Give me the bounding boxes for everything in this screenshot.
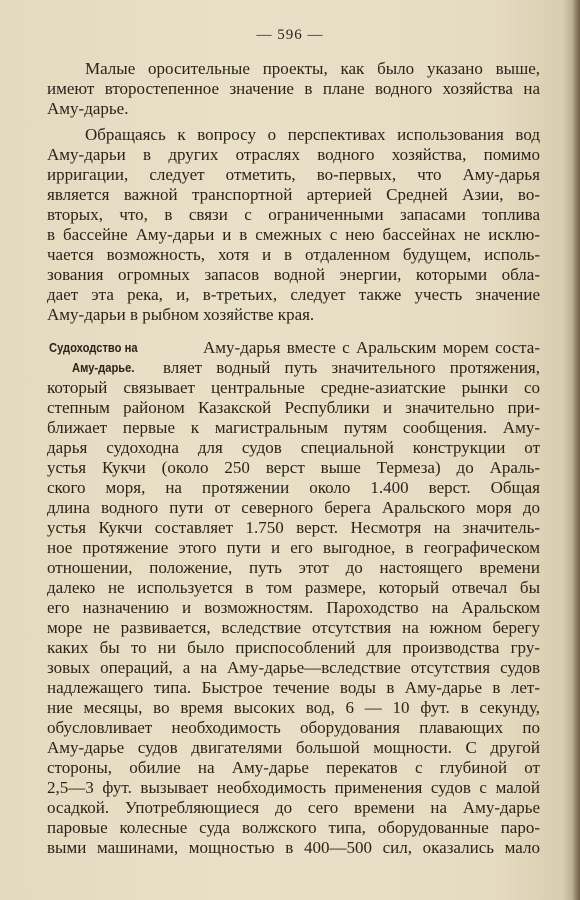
text-line: стороны, обилие на Аму-дарье перекатов с глубиной от xyxy=(47,758,540,777)
text-line: Аму-дарье судов двигателями большой мощности. С другой xyxy=(47,738,540,757)
text-line: море не развивается, вследствие отсутствия на южном берегу xyxy=(47,618,540,637)
text-line: длина водного пути от северного берега Аральского моря до xyxy=(47,498,540,517)
text-line: ближает первые к магистральным путям сообщения. Аму- xyxy=(47,418,540,437)
text-line: 2,5—3 фут. вызывает необходимость применения судов с малой xyxy=(47,778,540,797)
text-line: дарья судоходна для судов специальной конструкции от xyxy=(47,438,540,457)
text-line: его назначению и возможностям. Пароходство на Аральском xyxy=(47,598,540,617)
text-line: Аму-дарья вместе с Аральским морем соста- xyxy=(203,338,540,357)
text-line: является важной транспортной артерией Средней Азии, во- xyxy=(47,185,540,204)
margin-note-line: Судоходство на xyxy=(49,340,138,355)
text-line: осадкой. Употребляющиеся до сего времени на Аму-дарье xyxy=(47,798,540,817)
text-line: ние месяцы, во время высоких вод, 6 — 10 фут. в секунду, xyxy=(47,698,540,717)
text-line: Аму-дарьи в других отраслях водного хозяйства, помимо xyxy=(47,145,540,164)
text-line: зовых операций, а на Аму-дарье—вследствие отсутствия судов xyxy=(47,658,540,677)
margin-note-line: Аму-дарье. xyxy=(72,360,135,375)
text-line: ирригации, следует отметить, во-первых, что Аму-дарья xyxy=(47,165,540,184)
text-line: обусловливает необходимость оборудования плавающих по xyxy=(47,718,540,737)
text-line: Аму-дарьи в рыбном хозяйстве края. xyxy=(47,305,315,324)
text-line: Аму-дарье. xyxy=(47,99,129,118)
text-line: степным районом Казакской Республики и значительно при- xyxy=(47,398,540,417)
text-line: выми машинами, мощностью в 400—500 сил, оказались мало xyxy=(47,838,540,857)
text-line: дает эта река, и, в-третьих, следует также учесть значение xyxy=(47,285,540,304)
text-line: ное протяжение этого пути и его выгодное, в географическом xyxy=(47,538,540,557)
text-line: Обращаясь к вопросу о перспективах использования вод xyxy=(85,125,540,144)
text-line: каких бы то ни было приспособлений для производства гру- xyxy=(47,638,540,657)
text-line: далеко не используется в том размере, который отвечал бы xyxy=(47,578,540,597)
text-line: паровые колесные суда волжского типа, оборудованные паро- xyxy=(47,818,540,837)
text-line: вторых, что, в связи с ограниченными запасами топлива xyxy=(47,205,540,224)
text-line: отношении, положение, путь этот до настоящего времени xyxy=(47,558,540,577)
page-number: — 596 — xyxy=(256,27,324,43)
page-spine-shadow xyxy=(572,0,580,900)
text-line: устья Кукчи (около 250 верст выше Термеза) до Араль- xyxy=(47,458,540,477)
text-line: ского моря, на протяжении около 1.400 верст. Общая xyxy=(47,478,540,497)
text-line: имеют второстепенное значение в плане водного хозяйства на xyxy=(47,79,540,98)
text-line: который связывает центральные средне-азиатские рынки со xyxy=(47,378,540,397)
text-line: Малые оросительные проекты, как было указано выше, xyxy=(85,59,540,78)
text-line: вляет водный путь значительного протяжения, xyxy=(163,358,540,377)
text-line: надлежащего типа. Быстрое течение воды в Аму-дарье в лет- xyxy=(47,678,540,697)
text-line: в бассейне Аму-дарьи и в смежных с нею бассейнах не исклю- xyxy=(47,225,540,244)
text-line: чается возможность, хотя и в отдаленном будущем, исполь- xyxy=(47,245,540,264)
text-line: устья Кукчи составляет 1.750 верст. Несмотря на значитель- xyxy=(47,518,540,537)
text-line: зования огромных запасов водной энергии, которыми обла- xyxy=(47,265,540,284)
